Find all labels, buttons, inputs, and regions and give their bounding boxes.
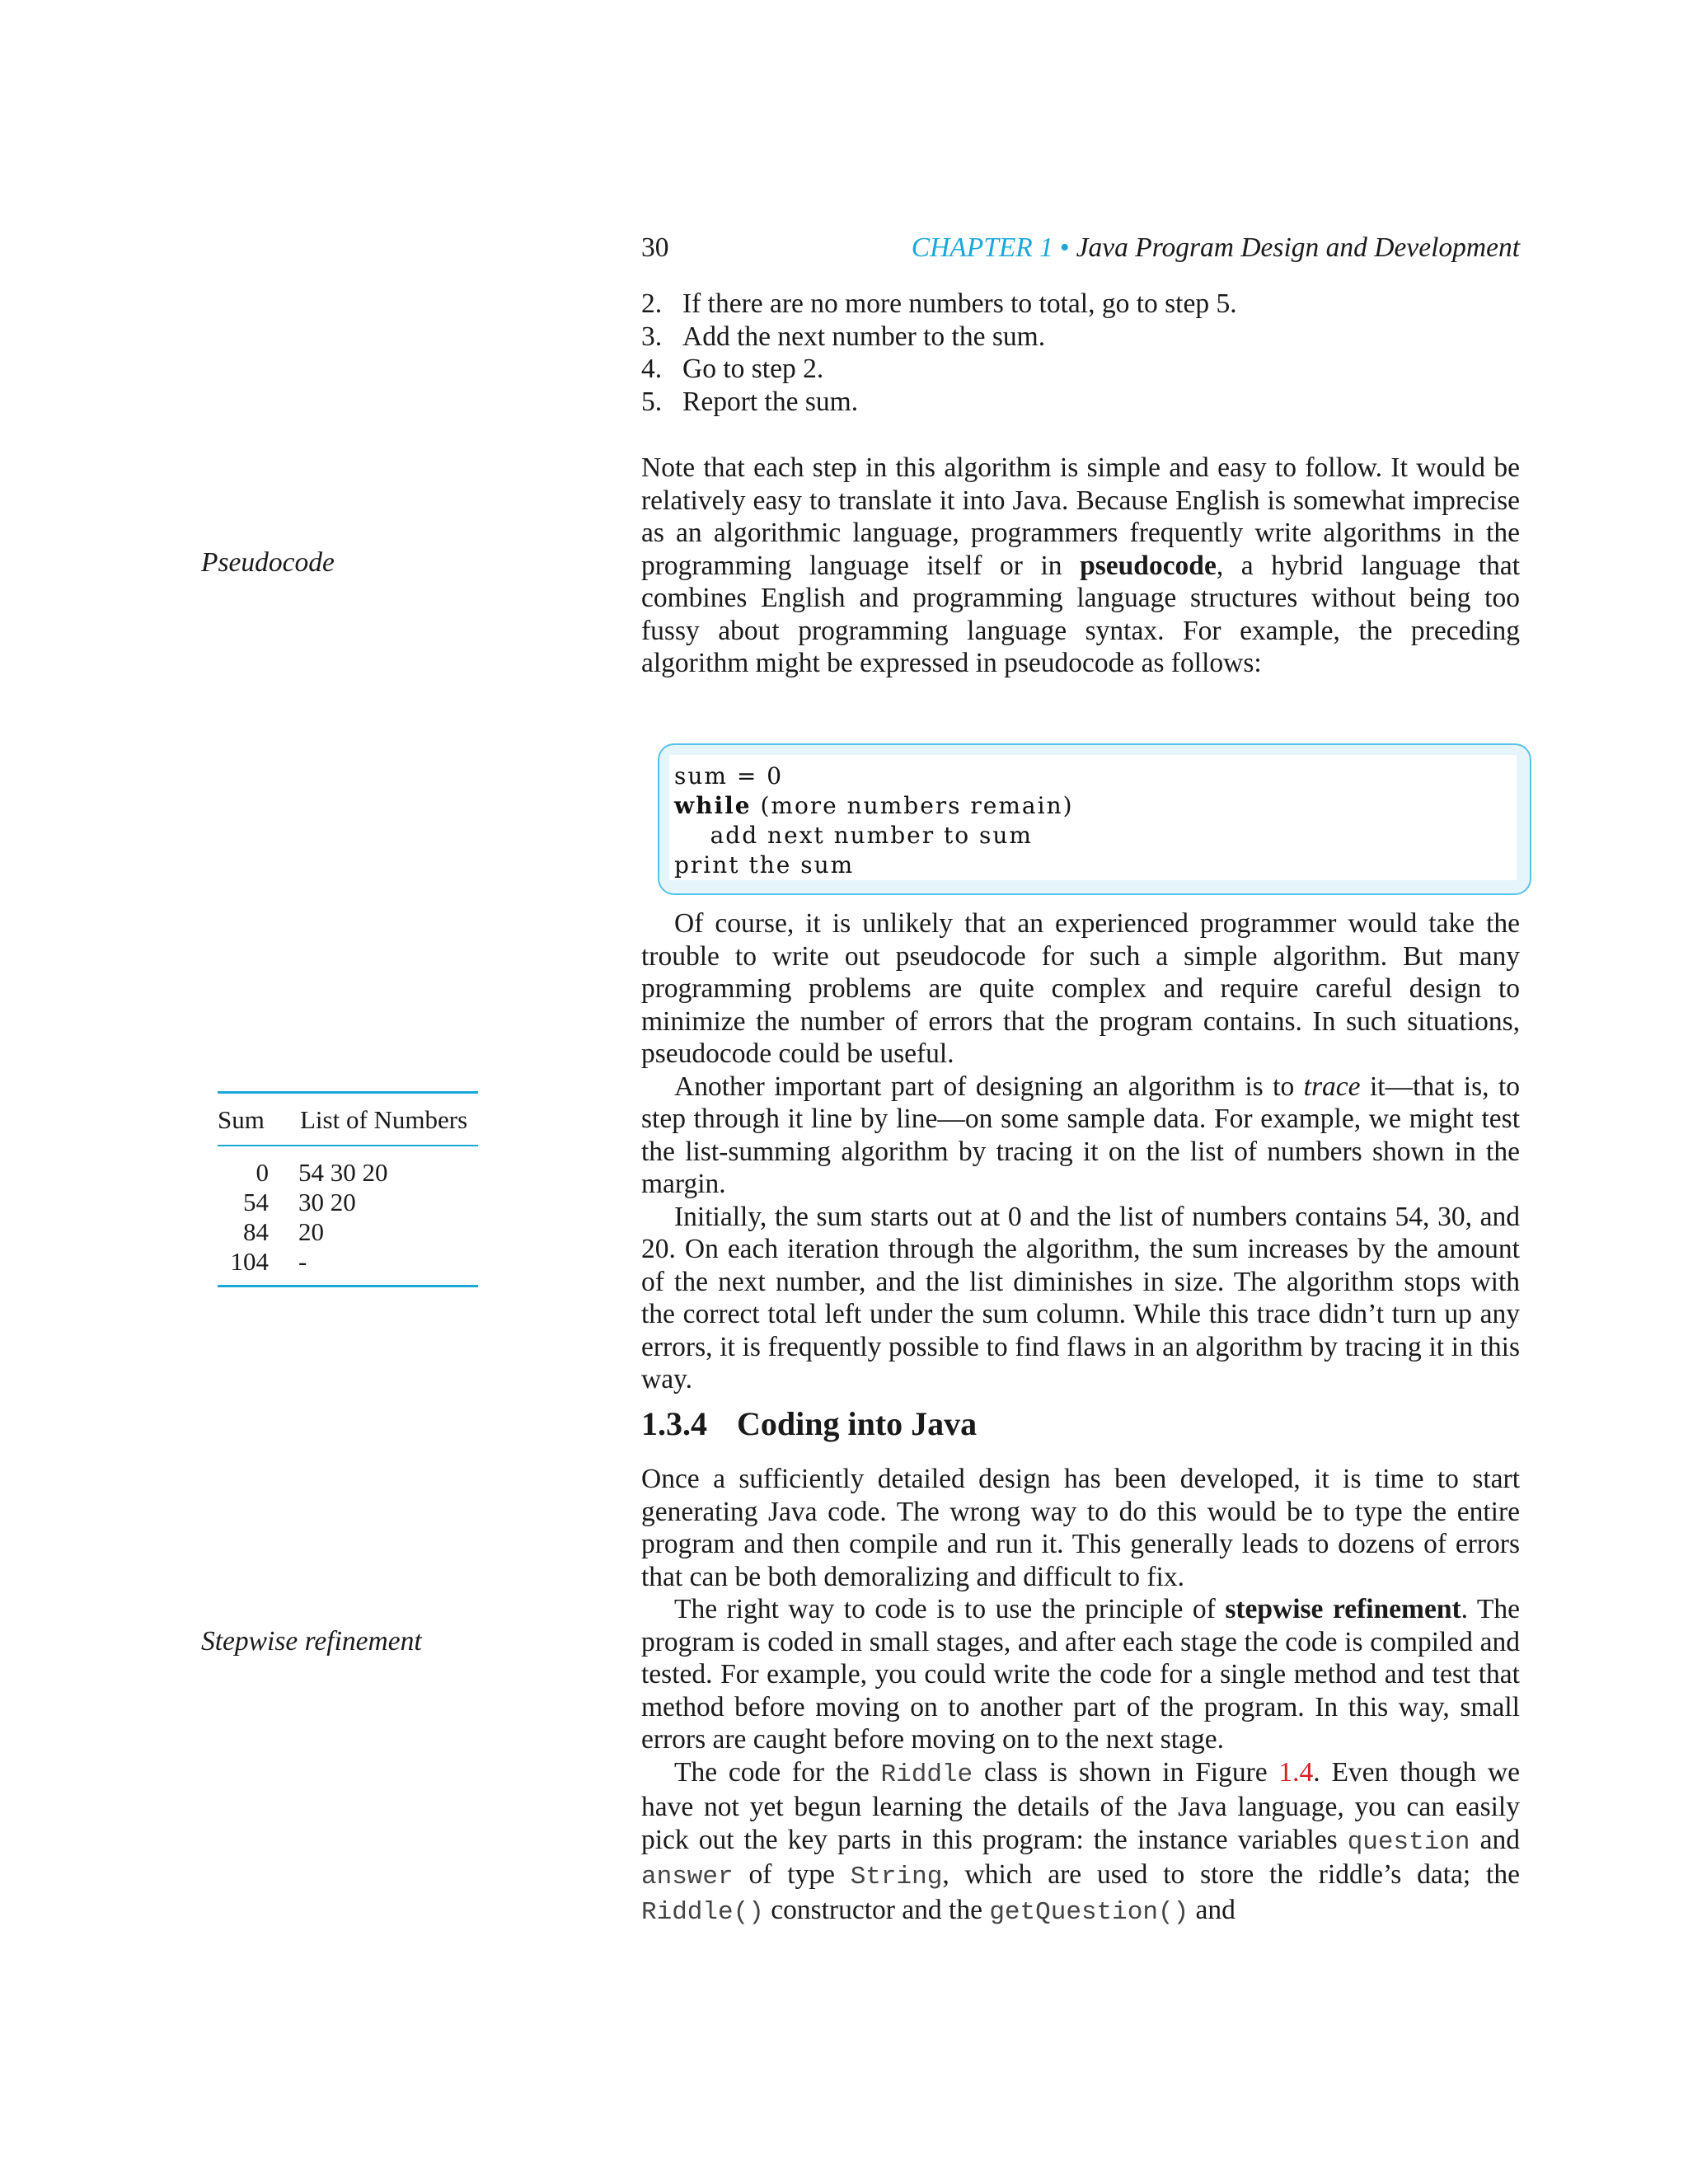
- pseudocode-box: [658, 743, 1531, 895]
- term-stepwise-refinement: stepwise refinement: [1225, 1594, 1461, 1624]
- code-ref: Riddle(): [641, 1897, 764, 1927]
- column-header-sum: Sum: [218, 1105, 265, 1134]
- chapter-title: Java Program Design and Development: [1076, 232, 1520, 263]
- code-panel: [669, 755, 1517, 880]
- margin-note-pseudocode: Pseudocode: [201, 547, 335, 578]
- chapter-label: CHAPTER 1: [911, 232, 1053, 263]
- section-heading: [641, 1405, 978, 1442]
- table-row: 0 54 30 20: [256, 1158, 388, 1187]
- paragraph: Another important part of designing an algorithm is to trace it—that is, to step through it line by line—on some sample data. For example, we might test the list-summing algorithm by tracing it on the list of numbers shown in the margin.: [641, 1071, 1521, 1199]
- list-item: 3. Add the next number to the sum.: [641, 321, 1046, 352]
- margin-note-stepwise: Stepwise refinement: [201, 1626, 422, 1657]
- section-number: 1.3.4: [641, 1405, 707, 1442]
- running-title: [912, 232, 1520, 265]
- list-item: 4. Go to step 2.: [641, 354, 824, 384]
- paragraph: Of course, it is unlikely that an experienced programmer would take the trouble to write out pseudocode for such a simple algorithm. But many programming problems are quite complex and require careful design to minimize the number of errors that the program contains. In such situations, pseudocode could be useful.: [641, 908, 1520, 1069]
- code-ref: getQuestion(): [989, 1897, 1189, 1927]
- table-rule: [218, 1145, 478, 1146]
- body-text-block: [641, 1463, 1520, 1929]
- trace-table: [218, 1091, 478, 1287]
- code-ref: answer: [641, 1863, 734, 1891]
- section-title: Coding into Java: [737, 1405, 978, 1442]
- paragraph: Initially, the sum starts out at 0 and the list of numbers contains 54, 30, and 20. On each iteration through the algorithm, the sum increases by the amount of the next number, and the list diminishes in size. The algorithm stops with the correct total left under the sum column. While this trace didn’t turn up any errors, it is frequently possible to find flaws in an algorithm by tracing it in this way.: [641, 1201, 1520, 1394]
- running-header: [641, 232, 1520, 265]
- bullet-icon: •: [1059, 232, 1070, 263]
- table-rule: [218, 1285, 478, 1287]
- code-line: while (more numbers remain): [674, 792, 1074, 819]
- paragraph: The code for the Riddle class is shown in Figure 1.4. Even though we have not yet begun learning the details of the Java language, you can easily pick out the key parts in this program: the instance variables question and answer of type String, which are used to store the riddle’s data; the Riddle() constructor and the getQuestion() and: [641, 1756, 1521, 1927]
- code-line: add next number to sum: [674, 822, 1033, 849]
- paragraph-pseudocode-intro: Note that each step in this algorithm is simple and easy to follow. It would be relatively easy to translate it into Java. Because English is somewhat imprecise as an algorithmic language, programmers frequently write algorithms in the programming language itself or in pseudocode, a hybrid language that combines English and programming language structures without being too fussy about programming language syntax. For example, the preceding algorithm might be expressed in pseudocode as follows:: [641, 452, 1521, 678]
- list-item: 2. If there are no more numbers to total, go to step 5.: [641, 288, 1237, 319]
- code-ref: String: [850, 1863, 943, 1891]
- figure-link[interactable]: 1.4: [1278, 1756, 1314, 1788]
- column-header-list: List of Numbers: [300, 1105, 468, 1134]
- code-line: print the sum: [674, 851, 855, 879]
- table-row: 54 30 20: [243, 1188, 356, 1216]
- body-text-block: [641, 907, 1520, 1396]
- trace-rows: [218, 1158, 388, 1277]
- list-item: 5. Report the sum.: [641, 386, 859, 417]
- algorithm-steps: [641, 288, 1520, 418]
- code-ref: Riddle: [880, 1760, 973, 1789]
- paragraph: The right way to code is to use the principle of stepwise refinement. The program is coded in small stages, and after each stage the code is compiled and tested. For example, you could write the code for a single method and test that method before moving on to another part of the program. In this way, small errors are caught before moving on to the next stage.: [641, 1594, 1520, 1755]
- table-row: 104 -: [230, 1247, 307, 1276]
- code-ref: question: [1347, 1827, 1470, 1857]
- paragraph: Once a sufficiently detailed design has been developed, it is time to start generating Java code. The wrong way to do this would be to type the entire program and then compile and run it. This generally leads to dozens of errors that can be both demoralizing and difficult to fix.: [641, 1464, 1520, 1592]
- page-number: 30: [641, 232, 669, 263]
- code-line: sum = 0: [674, 762, 784, 790]
- table-header: [218, 1094, 478, 1145]
- term-trace: trace: [1303, 1071, 1361, 1102]
- table-row: 84 20: [243, 1217, 324, 1246]
- term-pseudocode: pseudocode: [1080, 550, 1217, 581]
- keyword-while: while: [674, 792, 752, 819]
